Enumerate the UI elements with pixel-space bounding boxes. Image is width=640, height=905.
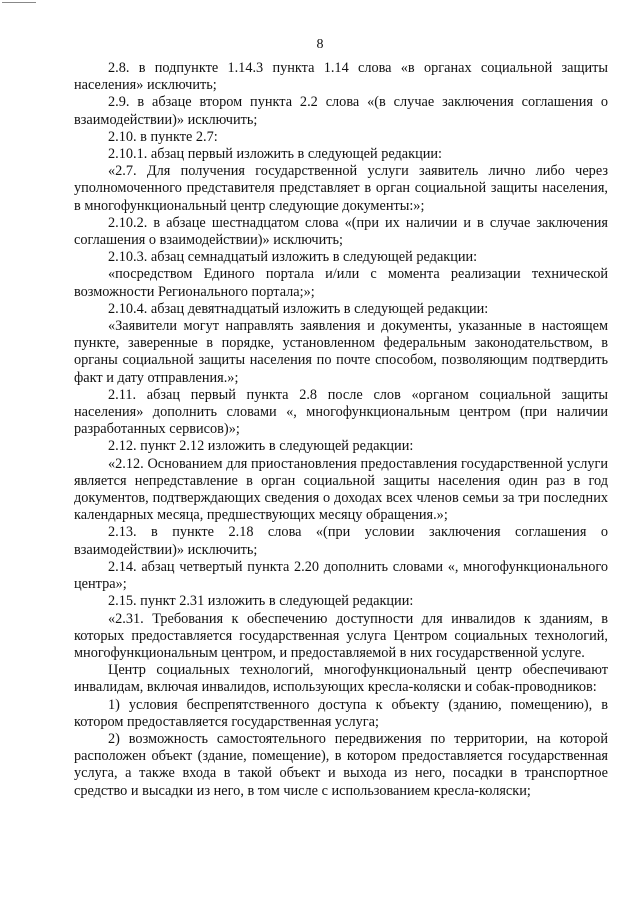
paragraph-quote-2-12: «2.12. Основанием для приостановления предоставления государственной услуги является непредставление в орган социальной защиты населения один раз в год документов, подтверждающих сведения о доходах всех членов семьи за три последних календарных месяца, предшествующих месяцу обращения.»; <box>74 455 608 524</box>
paragraph-2-10-4: 2.10.4. абзац девятнадцатый изложить в следующей редакции: <box>108 300 489 317</box>
paragraph-quote-portal: «посредством Единого портала и/или с момента реализации технической возможности Регионального портала;»; <box>74 266 608 300</box>
paragraph-2-11: 2.11. абзац первый пункта 2.8 после слов «органом социальной защиты населения» дополнить словами «, многофункциональным центром (при наличии разработанных сервисов)»; <box>74 386 608 438</box>
paragraph-2-13: 2.13. в пункте 2.18 слова «(при условии заключения соглашения о взаимодействии)» исключить; <box>74 524 608 558</box>
paragraph-2-12: 2.12. пункт 2.12 изложить в следующей редакции: <box>108 438 414 455</box>
paragraph-center-obligations: Центр социальных технологий, многофункциональный центр обеспечивают инвалидам, включая инвалидов, использующих кресла-коляски и собак-проводников: <box>74 662 608 696</box>
paragraph-2-15: 2.15. пункт 2.31 изложить в следующей редакции: <box>108 593 414 610</box>
paragraph-item-2: 2) возможность самостоятельного передвижения по территории, на которой расположен объект (здание, помещение), в котором предоставляется государственная услуга, а также входа в такой объект и выхода из него, посадки в транспортное средство и высадки из него, в том числе с использованием кресла-коляски; <box>74 730 608 799</box>
paragraph-quote-2-31: «2.31. Требования к обеспечению доступности для инвалидов к зданиям, в которых предоставляется государственная услуга Центром социальных технологий, многофункциональным центром, и предоставляемой в них государственной услуге. <box>74 610 608 661</box>
paragraph-2-14: 2.14. абзац четвертый пункта 2.20 дополнить словами «, многофункционального центра»; <box>74 558 608 593</box>
paragraph-2-10-3: 2.10.3. абзац семнадцатый изложить в следующей редакции: <box>108 249 478 266</box>
paragraph-2-10: 2.10. в пункте 2.7: <box>108 128 218 145</box>
paragraph-quote-2-7: «2.7. Для получения государственной услуги заявитель лично либо через уполномоченного представителя представляет в орган социальной защиты населения, в многофункциональный центр следующие документы:»; <box>74 163 608 214</box>
paragraph-quote-applicants: «Заявители могут направлять заявления и документы, указанные в настоящем пункте, заверенные в порядке, установленном федеральным законодательством, в органы социальной защиты населения по почте способом, позволяющим подтвердить факт и дату отправления.»; <box>74 318 608 386</box>
paragraph-2-10-1: 2.10.1. абзац первый изложить в следующей редакции: <box>108 146 442 163</box>
page-number: 8 <box>316 37 324 52</box>
scan-corner-mark <box>2 2 36 3</box>
paragraph-2-10-2: 2.10.2. в абзаце шестнадцатом слова «(при их наличии и в случае заключения соглашения о взаимодействии)» исключить; <box>74 214 608 249</box>
document-body <box>74 60 608 800</box>
paragraph-2-9: 2.9. в абзаце втором пункта 2.2 слова «(в случае заключения соглашения о взаимодействии)» исключить; <box>74 94 608 128</box>
paragraph-2-8: 2.8. в подпункте 1.14.3 пункта 1.14 слова «в органах социальной защиты населения» исключить; <box>74 60 608 94</box>
paragraph-item-1: 1) условия беспрепятственного доступа к объекту (зданию, помещению), в котором предоставляется государственная услуга; <box>74 696 608 730</box>
